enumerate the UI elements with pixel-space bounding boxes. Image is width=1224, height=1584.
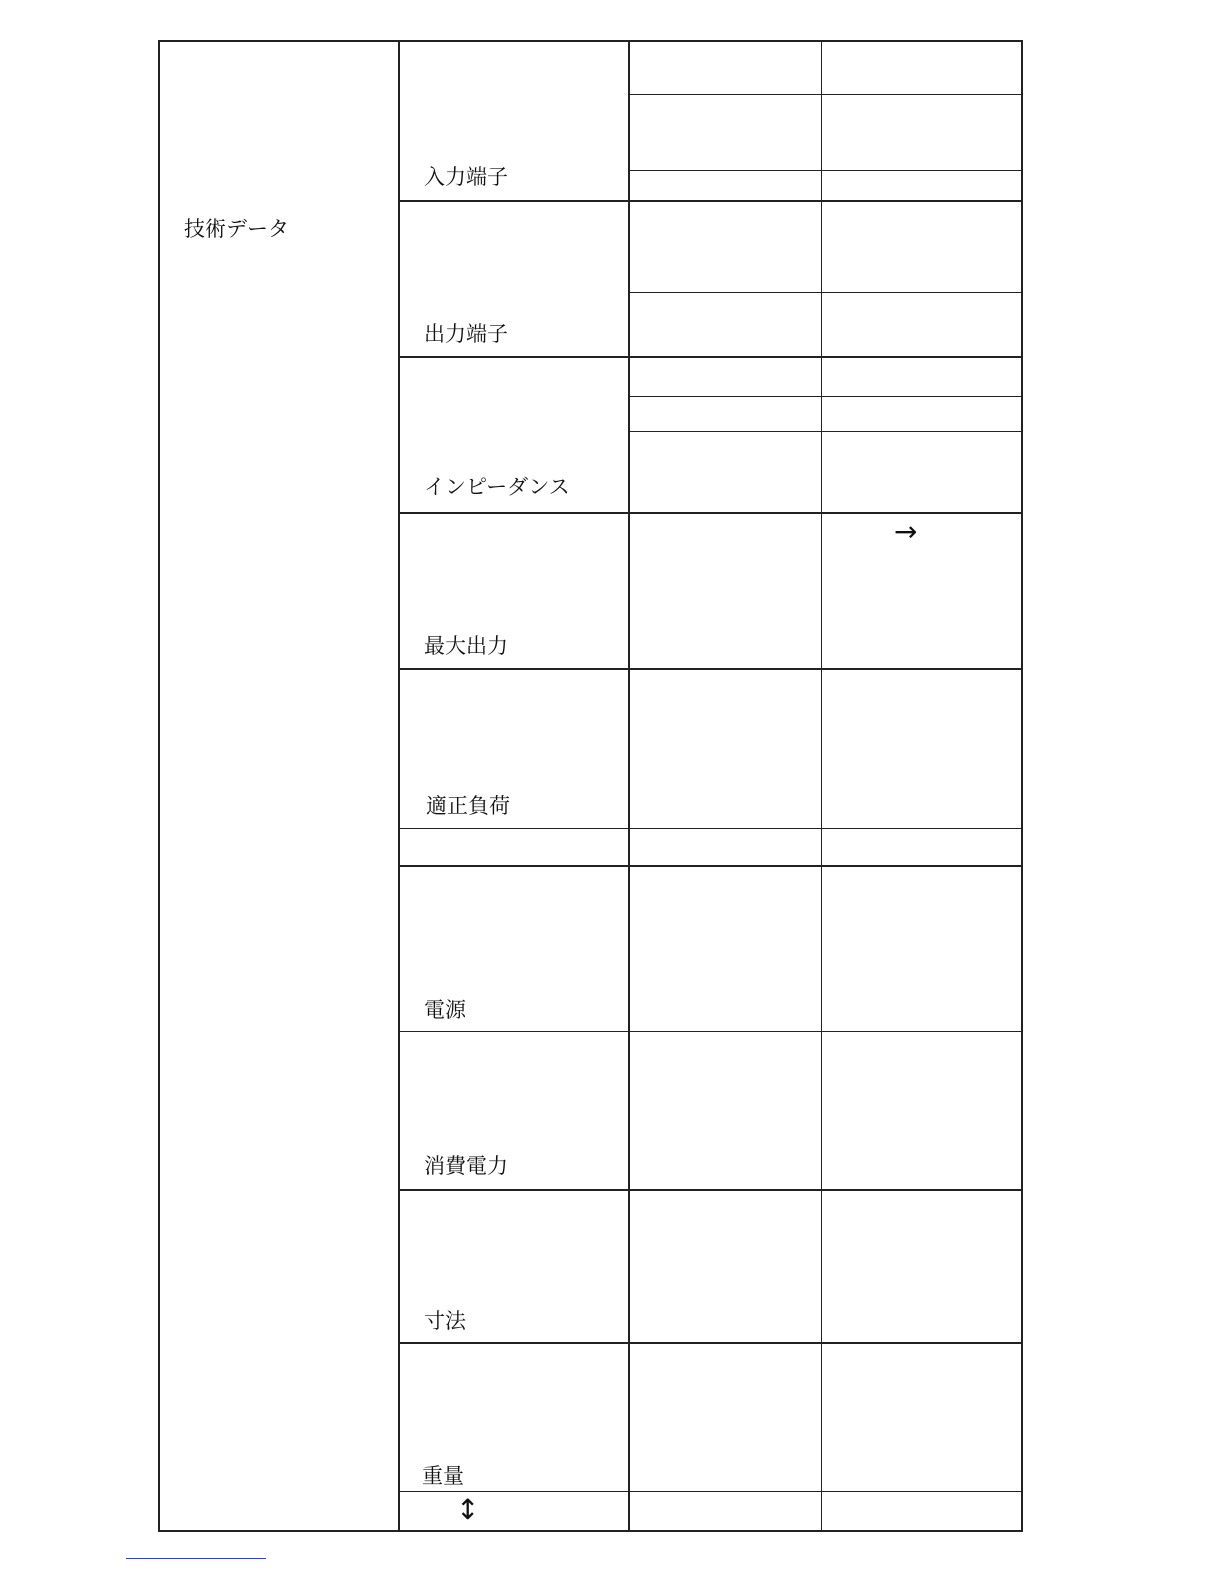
row-divider bbox=[398, 1342, 1023, 1344]
row-divider bbox=[398, 356, 1023, 358]
row-label-max-output: 最大出力 bbox=[424, 634, 508, 658]
table-border-bottom bbox=[158, 1530, 1023, 1532]
row-divider bbox=[398, 865, 1023, 867]
table-border-left bbox=[158, 40, 160, 1532]
row-label-proper-load: 適正負荷 bbox=[426, 794, 510, 818]
row-label-impedance: インピーダンス bbox=[424, 475, 570, 499]
row-divider bbox=[398, 1189, 1023, 1191]
row-label-power-supply: 電源 bbox=[424, 998, 466, 1022]
table-border-top bbox=[158, 40, 1023, 42]
footnote-rule bbox=[126, 1558, 266, 1559]
subrow-divider bbox=[628, 431, 1023, 432]
arrow-updown-icon: ↕ bbox=[456, 1493, 480, 1526]
arrow-right-icon: → bbox=[894, 515, 918, 548]
row-label-power-consumption: 消費電力 bbox=[424, 1154, 508, 1178]
row-divider bbox=[398, 512, 1023, 514]
subrow-divider bbox=[628, 94, 1023, 95]
subrow-divider bbox=[628, 170, 1023, 171]
row-label-weight: 重量 bbox=[422, 1464, 464, 1488]
column-divider-2 bbox=[628, 40, 630, 1532]
row-divider bbox=[398, 1491, 1023, 1492]
section-title: 技術データ bbox=[184, 217, 289, 241]
row-label-output-terminal: 出力端子 bbox=[424, 322, 508, 346]
row-divider bbox=[398, 1031, 1023, 1032]
subrow-divider bbox=[628, 396, 1023, 397]
column-divider-3 bbox=[821, 40, 822, 1532]
row-label-input-terminal: 入力端子 bbox=[424, 165, 508, 189]
row-divider bbox=[398, 200, 1023, 202]
subrow-divider bbox=[628, 292, 1023, 293]
column-divider-1 bbox=[398, 40, 400, 1532]
row-label-dimensions: 寸法 bbox=[424, 1309, 466, 1333]
table-border-right bbox=[1021, 40, 1023, 1532]
row-divider bbox=[398, 668, 1023, 670]
row-divider bbox=[398, 828, 1023, 829]
